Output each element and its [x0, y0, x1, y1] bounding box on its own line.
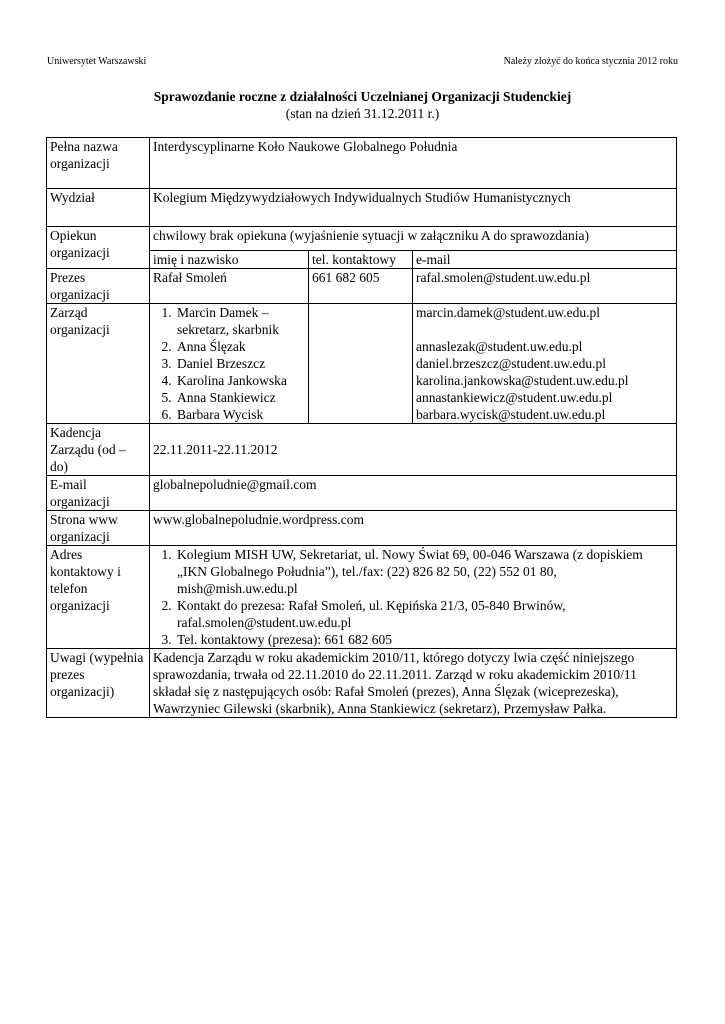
- column-header-phone: tel. kontaktowy: [309, 251, 413, 269]
- title-block: [0, 88, 725, 122]
- board-members-cell: [150, 304, 309, 424]
- board-member: 4. Karolina Jankowska: [175, 372, 305, 389]
- www-label: Strona www organizacji: [47, 511, 150, 546]
- board-member-email: karolina.jankowska@student.uw.edu.pl: [416, 373, 629, 388]
- column-header-name: imię i nazwisko: [150, 251, 309, 269]
- address-list: [153, 546, 673, 648]
- www-value: www.globalnepoludnie.wordpress.com: [150, 511, 677, 546]
- board-member-email: daniel.brzeszcz@student.uw.edu.pl: [416, 356, 606, 371]
- report-form-table: [46, 137, 677, 718]
- full-name-value: Interdyscyplinarne Koło Naukowe Globalnego Południa: [150, 138, 677, 189]
- notes-label: Uwagi (wypełnia prezes organizacji): [47, 649, 150, 718]
- row-email: [47, 476, 677, 511]
- supervisor-label: Opiekun organizacji: [47, 227, 150, 269]
- board-member: 3. Daniel Brzeszcz: [175, 355, 305, 372]
- board-phone-cell: [309, 304, 413, 424]
- board-label: Zarząd organizacji: [47, 304, 150, 424]
- document-title: Sprawozdanie roczne z działalności Uczelnianej Organizacji Studenckiej: [153, 89, 572, 104]
- address-item: 2. Kontakt do prezesa: Rafał Smoleń, ul. Kępińska 21/3, 05-840 Brwinów, rafal.smolen@student.uw.edu.pl: [175, 597, 673, 631]
- row-full-name: [47, 138, 677, 189]
- header-university: Uniwersytet Warszawski: [47, 56, 147, 67]
- row-supervisor: [47, 227, 677, 251]
- president-email: rafal.smolen@student.uw.edu.pl: [413, 269, 677, 304]
- address-label: Adres kontaktowy i telefon organizacji: [47, 546, 150, 649]
- row-faculty: [47, 189, 677, 227]
- row-president: [47, 269, 677, 304]
- header-deadline: Należy złożyć do końca stycznia 2012 roku: [503, 56, 678, 67]
- row-board: [47, 304, 677, 424]
- address-item: 1. Kolegium MISH UW, Sekretariat, ul. Nowy Świat 69, 00-046 Warszawa (z dopiskiem „IKN Globalnego Południa”), tel./fax: (22) 826 82 50, (22) 552 01 80, mish@mish.uw.edu.pl: [175, 546, 673, 597]
- president-name: Rafał Smoleń: [150, 269, 309, 304]
- board-member: 6. Barbara Wycisk: [175, 406, 305, 423]
- faculty-value: Kolegium Międzywydziałowych Indywidualnych Studiów Humanistycznych: [150, 189, 677, 227]
- board-member: 1. Marcin Damek – sekretarz, skarbnik: [175, 304, 305, 338]
- faculty-label: Wydział: [47, 189, 150, 227]
- president-phone: 661 682 605: [309, 269, 413, 304]
- full-name-label: Pełna nazwa organizacji: [47, 138, 150, 189]
- email-value: globalnepoludnie@gmail.com: [150, 476, 677, 511]
- board-member-email: annaslezak@student.uw.edu.pl: [416, 339, 583, 354]
- board-member-email: barbara.wycisk@student.uw.edu.pl: [416, 407, 606, 422]
- board-members-list: [153, 304, 305, 423]
- column-header-email: e-mail: [413, 251, 677, 269]
- row-notes: [47, 649, 677, 718]
- row-term: [47, 424, 677, 476]
- board-member: 2. Anna Ślęzak: [175, 338, 305, 355]
- board-emails-cell: [413, 304, 677, 424]
- board-member: 5. Anna Stankiewicz: [175, 389, 305, 406]
- term-label: Kadencja Zarządu (od – do): [47, 424, 150, 476]
- email-label: E-mail organizacji: [47, 476, 150, 511]
- address-cell: [150, 546, 677, 649]
- email-spacer: [416, 321, 673, 338]
- address-item: 3. Tel. kontaktowy (prezesa): 661 682 605: [175, 631, 673, 648]
- board-member-email: marcin.damek@student.uw.edu.pl: [416, 305, 601, 320]
- document-subtitle: (stan na dzień 31.12.2011 r.): [285, 106, 440, 121]
- board-member-email: annastankiewicz@student.uw.edu.pl: [416, 390, 613, 405]
- president-label: Prezes organizacji: [47, 269, 150, 304]
- notes-value: Kadencja Zarządu w roku akademickim 2010/11, którego dotyczy lwia część niniejszego sprawozdania, trwała od 22.11.2010 do 22.11.2011. Zarząd w roku akademickim 2010/11 składał się z następujących osób: Rafał Smoleń (prezes), Anna Ślęzak (wiceprezeska), Wawrzyniec Gilewski (skarbnik), Anna Stankiewicz (sekretarz), Przemysław Pałka.: [150, 649, 677, 718]
- supervisor-value: chwilowy brak opiekuna (wyjaśnienie sytuacji w załączniku A do sprawozdania): [150, 227, 677, 251]
- row-www: [47, 511, 677, 546]
- term-value: 22.11.2011-22.11.2012: [150, 424, 677, 476]
- row-address: [47, 546, 677, 649]
